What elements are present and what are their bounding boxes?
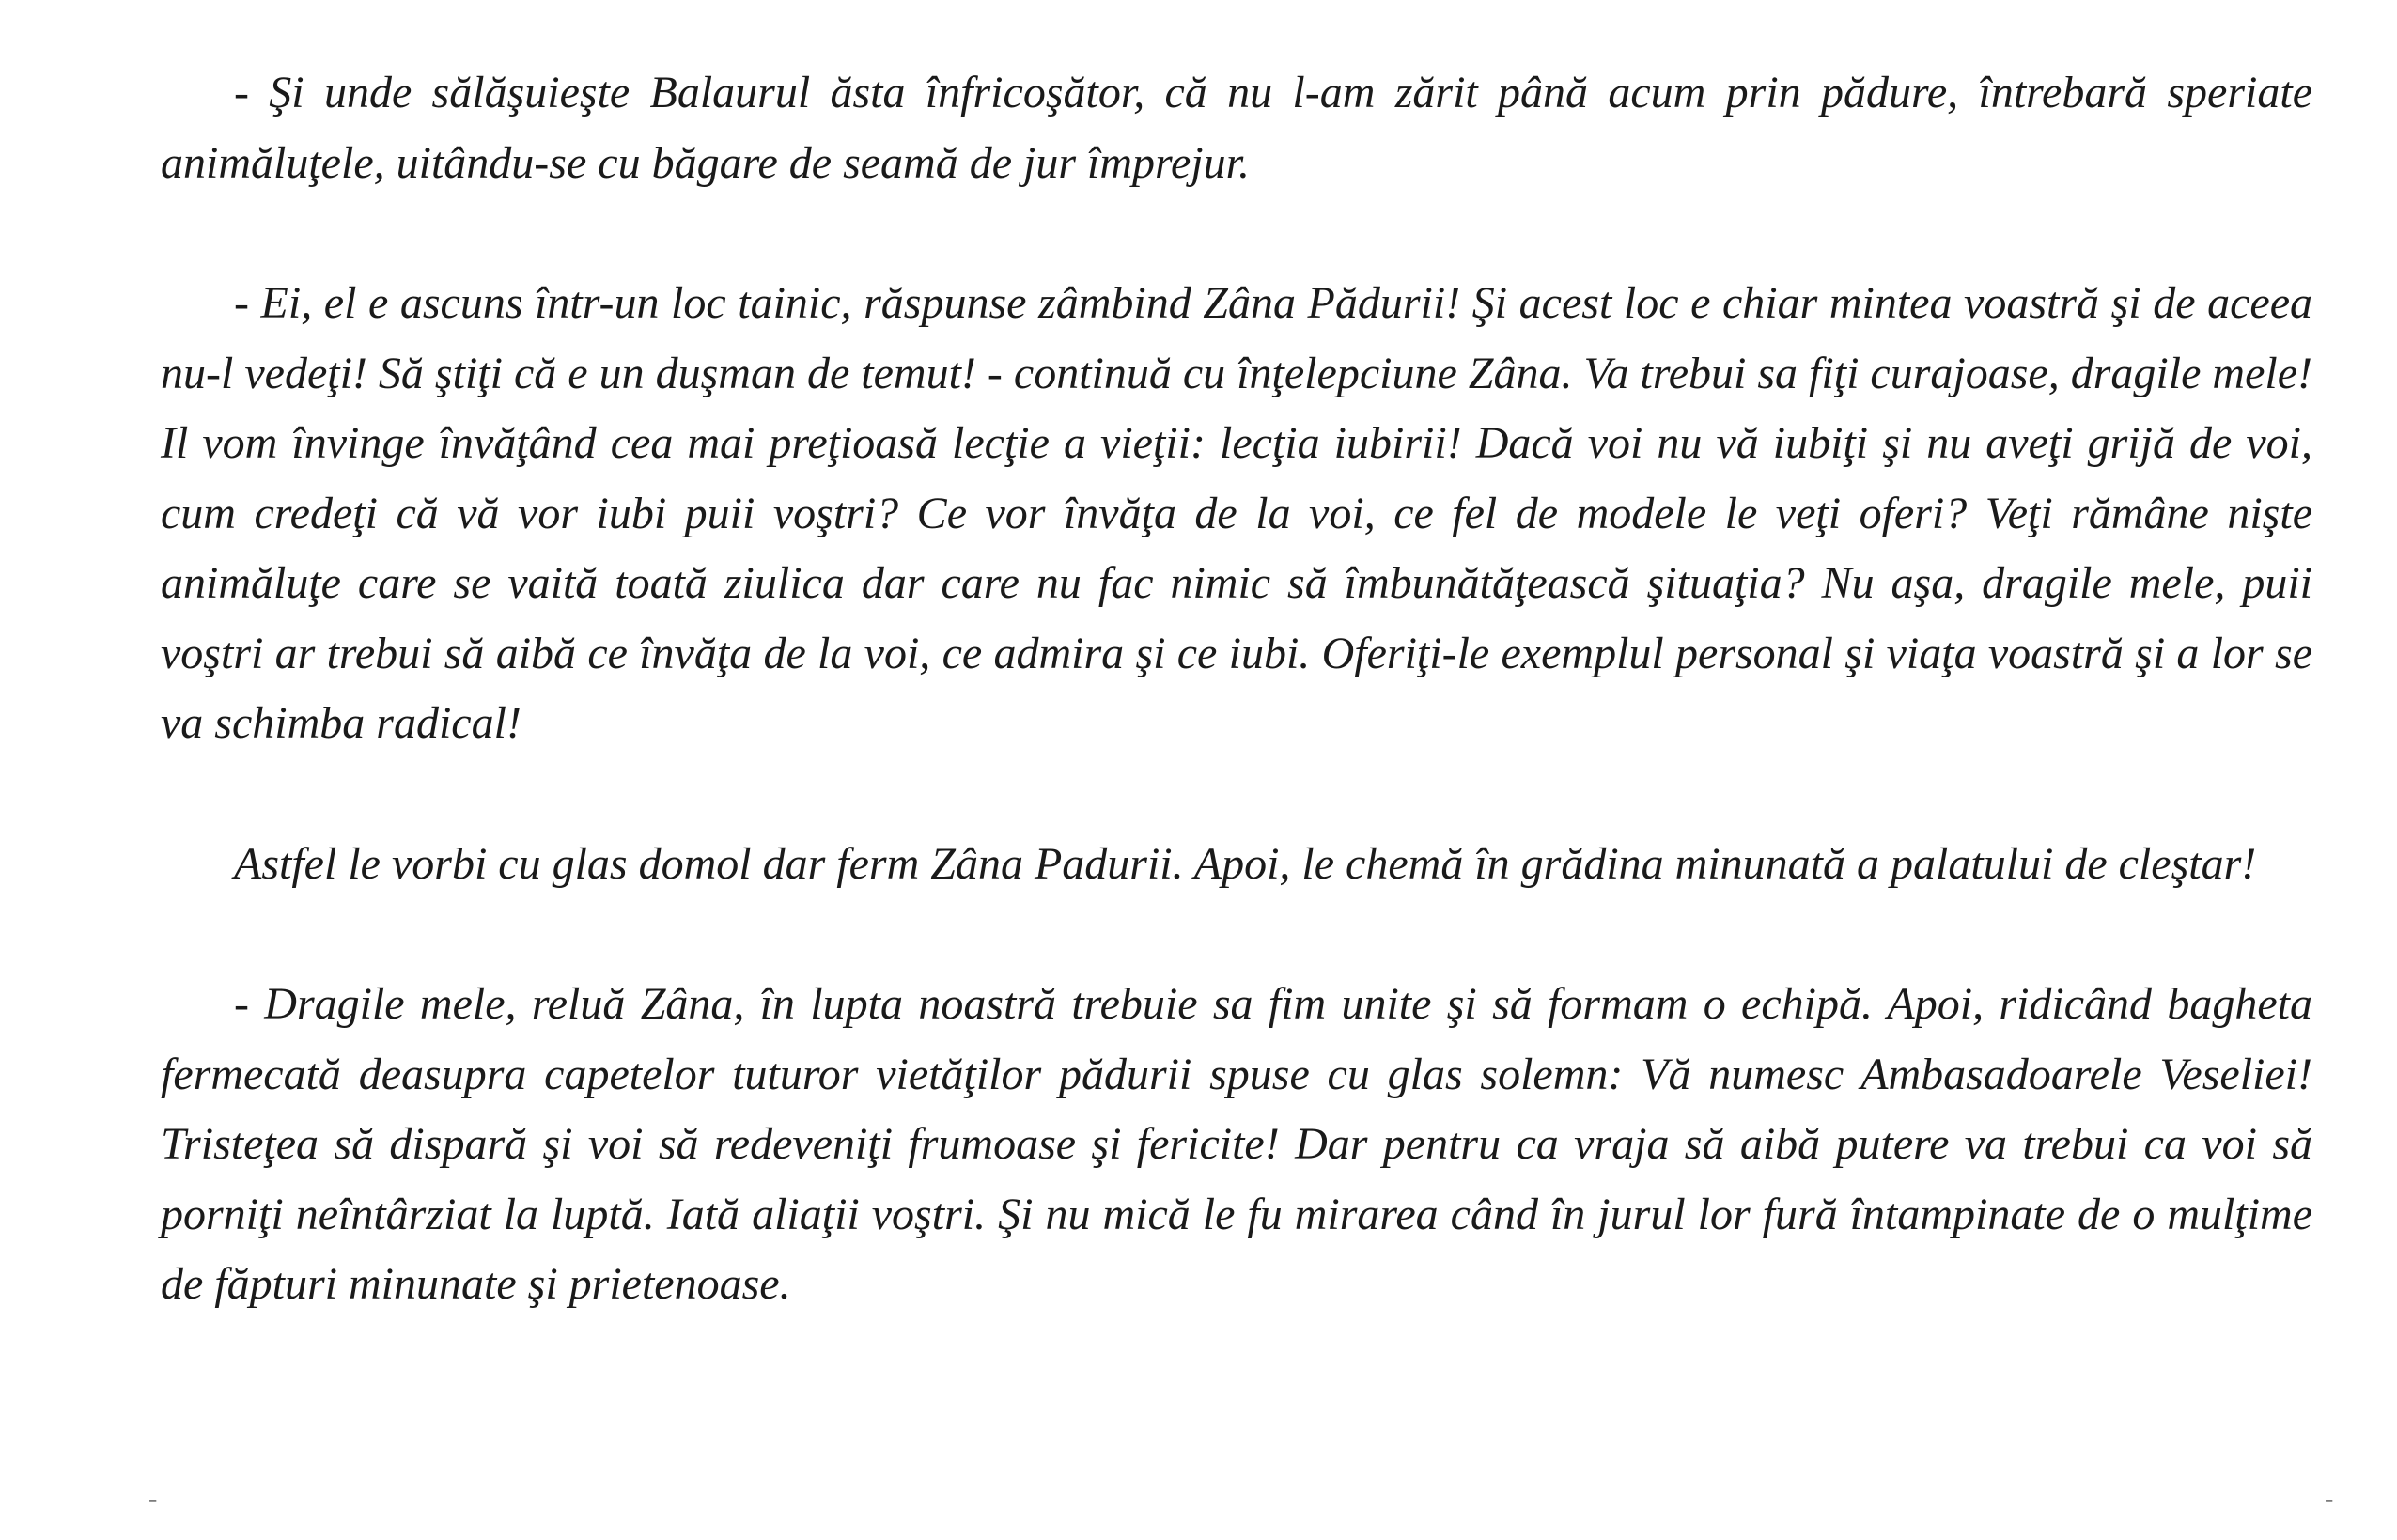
footer-mark-left: -: [148, 1485, 158, 1514]
paragraph-4: - Dragile mele, reluă Zâna, în lupta noastră trebuie sa fim unite şi să formam o echipă. Apoi, ridicând bagheta fermecată deasupra capetelor tuturor vietăţilor pădurii spuse cu glas solemn: Vă numesc Ambasadoarele Veseliei! Tristeţea să dispară şi voi să redeveniţi frumoase şi fericite! Dar pentru ca vraja să aibă putere va trebui ca voi să porniţi neîntârziat la luptă. Iată aliaţii voştri. Şi nu mică le fu mirarea când în jurul lor fură întampinate de o mulţime de făpturi minunate şi prietenoase.: [161, 979, 2312, 1309]
footer-mark-right: -: [2325, 1485, 2334, 1514]
paragraph-2: - Ei, el e ascuns într-un loc tainic, răspunse zâmbind Zâna Pădurii! Şi acest loc e chiar mintea voastră şi de aceea nu-l vedeţi! Să ştiţi că e un duşman de temut! - continuă cu înţelepciune Zâna. Va trebui sa fiţi curajoase, dragile mele! Il vom învinge învăţând cea mai preţioasă lecţie a vieţii: lecţia iubirii! Dacă voi nu vă iubiţi şi nu aveţi grijă de voi, cum credeţi că vă vor iubi puii voştri? Ce vor învăţa de la voi, ce fel de modele le veţi oferi? Veţi rămâne nişte animăluţe care se vaită toată ziulica dar care nu fac nimic să îmbunătăţească şituaţia? Nu aşa, dragile mele, puii voştri ar trebui să aibă ce învăţa de la voi, ce admira şi ce iubi. Oferiţi-le exemplul personal şi viaţa voastră şi a lor se va schimba radical!: [161, 278, 2312, 748]
paragraph-3: Astfel le vorbi cu glas domol dar ferm Zâna Padurii. Apoi, le chemă în grădina minunată a palatului de cleştar!: [234, 838, 2257, 889]
paragraph-1: - Şi unde sălăşuieşte Balaurul ăsta înfricoşător, că nu l-am zărit până acum prin pădure, întrebară speriate animăluţele, uitându-se cu băgare de seamă de jur împrejur.: [161, 68, 2312, 188]
document-body: [161, 58, 2312, 1320]
